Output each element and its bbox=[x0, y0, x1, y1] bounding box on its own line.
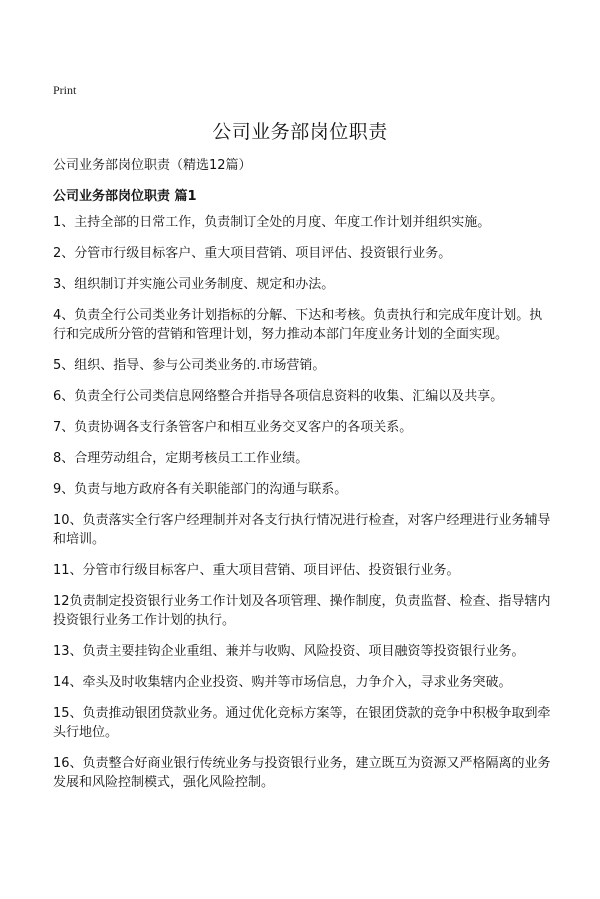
document-subtitle: 公司业务部岗位职责（精选12篇） bbox=[53, 158, 252, 173]
duty-item-15: 15、负责推动银团贷款业务。通过优化竞标方案等，在银团贷款的竞争中积极争取到牵头行地位。 bbox=[53, 706, 551, 740]
duty-item-1: 1、主持全部的日常工作，负责制订全处的月度、年度工作计划并组织实施。 bbox=[53, 215, 491, 230]
duty-item-9: 9、负责与地方政府各有关职能部门的沟通与联系。 bbox=[53, 482, 348, 497]
print-link[interactable]: Print bbox=[53, 83, 77, 97]
duty-item-3: 3、组织制订并实施公司业务制度、规定和办法。 bbox=[53, 277, 335, 292]
duty-item-14: 14、牵头及时收集辖内企业投资、购并等市场信息，力争介入，寻求业务突破。 bbox=[53, 675, 512, 690]
duty-item-10: 10、负责落实全行客户经理制并对各支行执行情况进行检查，对客户经理进行业务辅导和培训。 bbox=[53, 513, 551, 547]
duty-item-12: 12负责制定投资银行业务工作计划及各项管理、操作制度，负责监督、检查、指导辖内投资银行业务工作计划的执行。 bbox=[53, 594, 551, 628]
duty-list bbox=[53, 213, 553, 804]
duty-item-16: 16、负责整合好商业银行传统业务与投资银行业务，建立既互为资源又严格隔离的业务发展和风险控制模式，强化风险控制。 bbox=[53, 756, 551, 790]
page-title: 公司业务部岗位职责 bbox=[212, 121, 388, 143]
duty-item-6: 6、负责全行公司类信息网络整合并指导各项信息资料的收集、汇编以及共享。 bbox=[53, 389, 504, 404]
duty-item-4: 4、负责全行公司类业务计划指标的分解、下达和考核。负责执行和完成年度计划。执行和完成所分管的营销和管理计划，努力推动本部门年度业务计划的全面实现。 bbox=[53, 308, 543, 342]
duty-item-7: 7、负责协调各支行条管客户和相互业务交叉客户的各项关系。 bbox=[53, 420, 413, 435]
duty-item-11: 11、分管市行级目标客户、重大项目营销、项目评估、投资银行业务。 bbox=[53, 563, 460, 578]
section-heading: 公司业务部岗位职责 篇1 bbox=[53, 189, 197, 204]
duty-item-13: 13、负责主要挂钩企业重组、兼并与收购、风险投资、项目融资等投资银行业务。 bbox=[53, 644, 525, 659]
duty-item-8: 8、合理劳动组合，定期考核员工工作业绩。 bbox=[53, 451, 309, 466]
duty-item-5: 5、组织、指导、参与公司类业务的.市场营销。 bbox=[53, 358, 326, 373]
duty-item-2: 2、分管市行级目标客户、重大项目营销、项目评估、投资银行业务。 bbox=[53, 246, 452, 261]
